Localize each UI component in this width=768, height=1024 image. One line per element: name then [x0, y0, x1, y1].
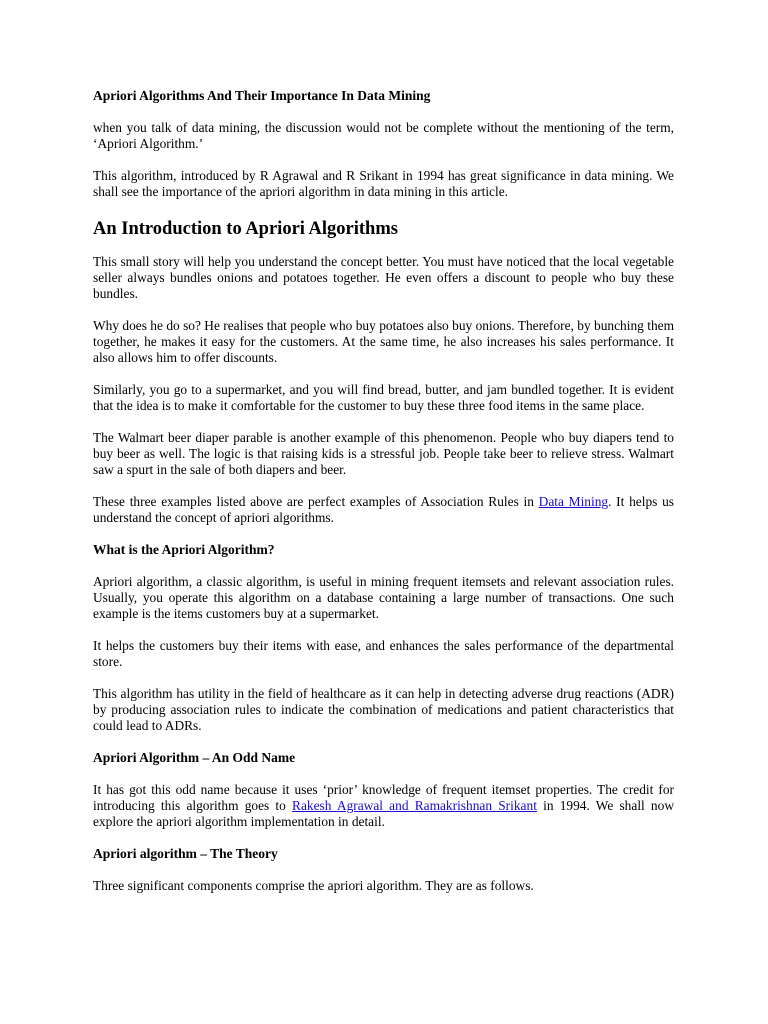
what-is-paragraph-2: It helps the customers buy their items with ease, and enhances the sales performance of the departmental store. [93, 638, 674, 669]
what-is-paragraph-1: Apriori algorithm, a classic algorithm, is useful in mining frequent itemsets and relevant association rules. Usually, you operate this algorithm on a database containing a large number of transactions. One such example is the items customers buy at a supermarket. [93, 574, 674, 621]
document-page [93, 88, 674, 894]
introduction-paragraph-3: Similarly, you go to a supermarket, and you will find bread, butter, and jam bundled together. It is evident that the idea is to make it comfortable for the customer to buy these three food items in the same place. [93, 382, 674, 413]
section-heading-theory: Apriori algorithm – The Theory [93, 846, 278, 861]
introduction-paragraph-2: Why does he do so? He realises that people who buy potatoes also buy onions. Therefore, by bunching them together, he makes it easy for the customers. At the same time, he also increases his sales performance. It also allows him to offer discounts. [93, 318, 674, 365]
section-heading-odd-name: Apriori Algorithm – An Odd Name [93, 750, 296, 765]
paragraph-text: in 1994. We shall now explore the apriori algorithm implementation in detail. [93, 798, 674, 829]
authors-link[interactable]: Rakesh Agrawal and Ramakrishnan Srikant [292, 798, 537, 813]
theory-paragraph-1: Three significant components comprise the apriori algorithm. They are as follows. [93, 878, 534, 893]
data-mining-link[interactable]: Data Mining [538, 494, 609, 509]
introduction-paragraph-4: The Walmart beer diaper parable is another example of this phenomenon. People who buy diapers tend to buy beer as well. The logic is that raising kids is a stressful job. People take beer to relieve stress. Walmart saw a spurt in the sale of both diapers and beer. [93, 430, 674, 477]
section-heading-introduction: An Introduction to Apriori Algorithms [93, 219, 398, 239]
introduction-paragraph-5 [93, 494, 674, 526]
odd-name-paragraph-1 [93, 782, 674, 830]
paragraph-text: These three examples listed above are perfect examples of Association Rules in [93, 494, 539, 509]
intro-paragraph-1: when you talk of data mining, the discussion would not be complete without the mentioning of the term, ‘Apriori Algorithm.’ [93, 120, 674, 151]
introduction-paragraph-1: This small story will help you understand the concept better. You must have noticed that the local vegetable seller always bundles onions and potatoes together. He even offers a discount to people who buy these bundles. [93, 254, 674, 301]
document-title: Apriori Algorithms And Their Importance In Data Mining [93, 88, 431, 103]
section-heading-what-is: What is the Apriori Algorithm? [93, 542, 275, 557]
what-is-paragraph-3: This algorithm has utility in the field of healthcare as it can help in detecting adverse drug reactions (ADR) by producing association rules to indicate the combination of medications and patient characteristics that could lead to ADRs. [93, 686, 674, 733]
intro-paragraph-2: This algorithm, introduced by R Agrawal and R Srikant in 1994 has great significance in data mining. We shall see the importance of the apriori algorithm in data mining in this article. [93, 168, 674, 199]
paragraph-text: It has got this odd name because it uses ‘prior’ knowledge of frequent itemset properties. The credit for introducing this algorithm goes to [93, 782, 674, 813]
paragraph-text: . It helps us understand the concept of apriori algorithms. [93, 494, 674, 525]
